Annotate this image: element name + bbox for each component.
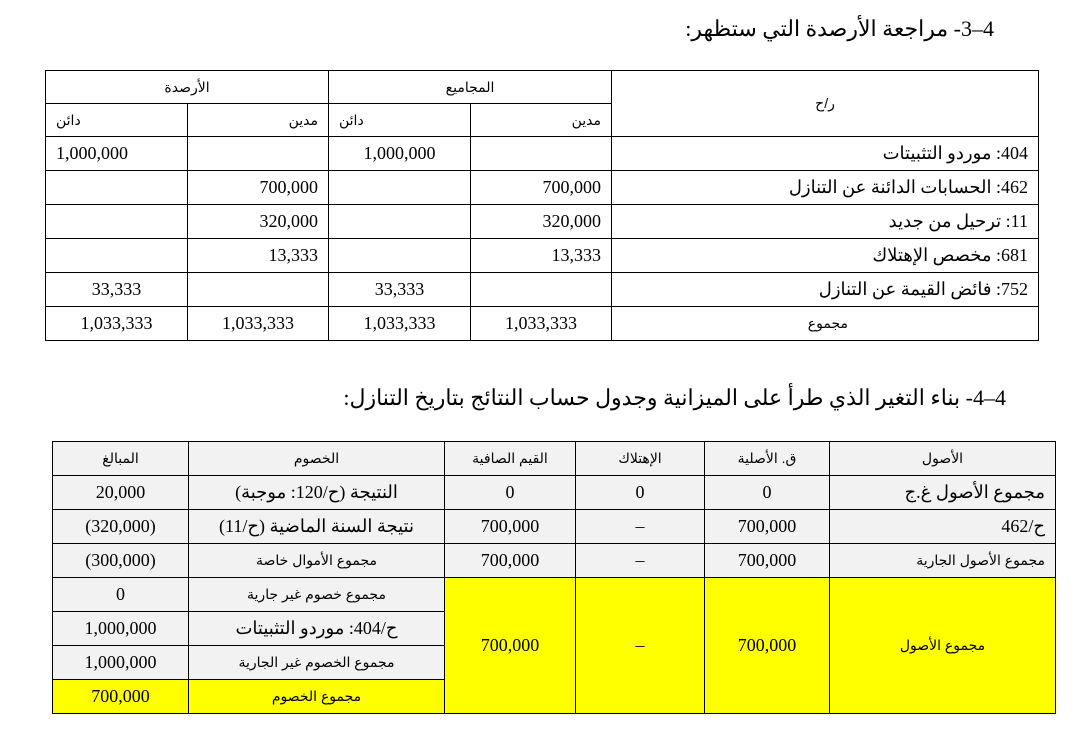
total-net-value-cell: 700,000	[445, 578, 576, 714]
total-debit-cell	[471, 137, 612, 171]
balance-credit-header: دائن	[46, 104, 188, 137]
table-row	[53, 476, 1056, 510]
asset-cell: ح/462	[830, 510, 1056, 544]
balance-credit-total: 1,033,333	[46, 307, 188, 341]
total-credit-cell	[329, 205, 471, 239]
original-value-header: ق. الأصلية	[705, 442, 830, 476]
total-depreciation-cell: –	[576, 578, 705, 714]
balance-debit-cell: 700,000	[188, 171, 329, 205]
depreciation-cell: 0	[576, 476, 705, 510]
table-row	[53, 510, 1056, 544]
total-credit-cell	[329, 239, 471, 273]
liability-cell: مجموع الأموال خاصة	[189, 544, 445, 578]
depreciation-cell: –	[576, 544, 705, 578]
amount-cell: (300,000)	[53, 544, 189, 578]
total-debit-cell: 700,000	[471, 171, 612, 205]
table-header-row	[53, 442, 1056, 476]
balance-credit-cell: 1,000,000	[46, 137, 188, 171]
amount-cell: 1,000,000	[53, 646, 189, 680]
balance-debit-cell: 320,000	[188, 205, 329, 239]
total-assets-label: مجموع الأصول	[830, 578, 1056, 714]
balance-debit-cell: 13,333	[188, 239, 329, 273]
balance-sheet-table	[52, 441, 1056, 714]
table-total-row	[46, 307, 1039, 341]
trial-balance-table	[45, 70, 1039, 341]
total-debit-header: مدين	[471, 104, 612, 137]
account-cell: 11: ترحيل من جديد	[612, 205, 1039, 239]
net-value-cell: 700,000	[445, 544, 576, 578]
total-debit-cell: 13,333	[471, 239, 612, 273]
depreciation-cell: –	[576, 510, 705, 544]
total-credit-cell	[329, 171, 471, 205]
liability-cell: النتيجة (ح/120: موجبة)	[189, 476, 445, 510]
account-header: ر/ح	[612, 71, 1039, 137]
table-header-row	[46, 71, 1039, 104]
balances-group-header: الأرصدة	[46, 71, 329, 104]
liability-cell: ح/404: موردو التثبيتات	[189, 612, 445, 646]
section-4-heading: 4–4- بناء التغير الذي طرأ على الميزانية وجدول حساب النتائج بتاريخ التنازل:	[343, 385, 1006, 410]
balance-credit-cell	[46, 239, 188, 273]
total-debit-cell	[471, 273, 612, 307]
assets-header: الأصول	[830, 442, 1056, 476]
account-cell: 752: فائض القيمة عن التنازل	[612, 273, 1039, 307]
net-value-cell: 0	[445, 476, 576, 510]
table-row	[46, 239, 1039, 273]
balance-debit-total: 1,033,333	[188, 307, 329, 341]
liability-cell: مجموع الخصوم غير الجارية	[189, 646, 445, 680]
total-original-value-cell: 700,000	[705, 578, 830, 714]
liability-cell: مجموع خصوم غير جارية	[189, 578, 445, 612]
balance-debit-header: مدين	[188, 104, 329, 137]
amount-cell: 1,000,000	[53, 612, 189, 646]
totals-group-header: المجاميع	[329, 71, 612, 104]
table-row	[46, 171, 1039, 205]
amount-cell: (320,000)	[53, 510, 189, 544]
balance-debit-cell	[188, 273, 329, 307]
total-credit-header: دائن	[329, 104, 471, 137]
account-cell: 681: مخصص الإهتلاك	[612, 239, 1039, 273]
table-row	[53, 544, 1056, 578]
liability-cell: نتيجة السنة الماضية (ح/11)	[189, 510, 445, 544]
table-row	[53, 578, 1056, 612]
total-credit-cell: 33,333	[329, 273, 471, 307]
table-row	[46, 137, 1039, 171]
amount-cell: 20,000	[53, 476, 189, 510]
liabilities-header: الخصوم	[189, 442, 445, 476]
amounts-header: المبالغ	[53, 442, 189, 476]
account-cell: 462: الحسابات الدائنة عن التنازل	[612, 171, 1039, 205]
net-value-cell: 700,000	[445, 510, 576, 544]
total-debit-total: 1,033,333	[471, 307, 612, 341]
balance-credit-cell	[46, 171, 188, 205]
asset-cell: مجموع الأصول الجارية	[830, 544, 1056, 578]
total-liabilities-amount: 700,000	[53, 680, 189, 714]
amount-cell: 0	[53, 578, 189, 612]
total-credit-total: 1,033,333	[329, 307, 471, 341]
total-credit-cell: 1,000,000	[329, 137, 471, 171]
net-value-header: القيم الصافية	[445, 442, 576, 476]
balance-credit-cell	[46, 205, 188, 239]
total-label: مجموع	[612, 307, 1039, 341]
table-row	[46, 273, 1039, 307]
table-row	[46, 205, 1039, 239]
original-value-cell: 700,000	[705, 544, 830, 578]
account-cell: 404: موردو التثبيتات	[612, 137, 1039, 171]
original-value-cell: 0	[705, 476, 830, 510]
depreciation-header: الإهتلاك	[576, 442, 705, 476]
total-liabilities-label: مجموع الخصوم	[189, 680, 445, 714]
balance-credit-cell: 33,333	[46, 273, 188, 307]
balance-debit-cell	[188, 137, 329, 171]
original-value-cell: 700,000	[705, 510, 830, 544]
asset-cell: مجموع الأصول غ.ج	[830, 476, 1056, 510]
section-3-heading: 4–3- مراجعة الأرصدة التي ستظهر:	[685, 16, 994, 41]
total-debit-cell: 320,000	[471, 205, 612, 239]
